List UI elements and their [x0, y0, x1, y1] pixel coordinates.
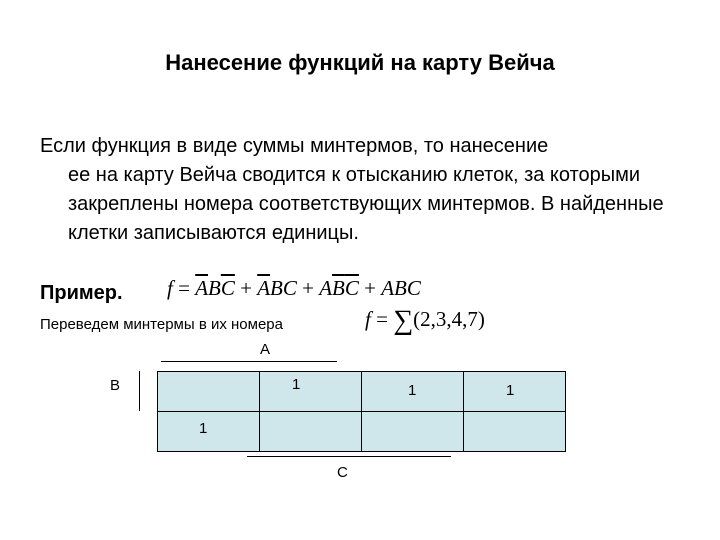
map-cell [464, 372, 566, 412]
formula-lhs: f [167, 276, 173, 300]
term3-not-c: $\overline{C}$ [344, 276, 359, 300]
term3-not-b: $\overline{B}$ [332, 276, 345, 300]
term2-bc: BC [270, 276, 297, 300]
description-paragraph [40, 132, 680, 248]
variable-a-bracket [161, 361, 337, 362]
term1-b: B [208, 276, 221, 300]
map-row [158, 412, 566, 452]
map-cell [464, 412, 566, 452]
cell-value: 1 [292, 376, 301, 393]
slide-title: Нанесение функций на карту Вейча [165, 50, 555, 75]
formula-plus: + [234, 276, 258, 300]
variable-b-label: B [110, 377, 121, 394]
sigma-symbol: ∑ [393, 305, 414, 336]
translate-caption: Переведем минтермы в их номера [40, 316, 283, 333]
term1-not-a: $\overline{A}$ [195, 276, 209, 300]
cell-value: 1 [199, 420, 208, 437]
formula-plus: + [358, 276, 382, 300]
cell-value: 1 [408, 382, 417, 399]
formula2-lhs: f [365, 307, 371, 331]
minterm-numbers-formula [365, 305, 485, 337]
map-cell [158, 412, 260, 452]
variable-c-label: C [337, 464, 348, 481]
map-cell [260, 372, 362, 412]
formula2-args: (2,3,4,7) [413, 307, 485, 331]
map-row [158, 372, 566, 412]
map-cell [260, 412, 362, 452]
term1-not-c: $\overline{C}$ [220, 276, 235, 300]
map-cell [362, 372, 464, 412]
term2-not-a: $\overline{A}$ [257, 276, 271, 300]
formula-equals: = [172, 276, 196, 300]
map-cell [158, 372, 260, 412]
variable-b-bracket [139, 371, 140, 411]
paragraph-first-line: Если функция в виде суммы минтермов, то нанесение [40, 135, 549, 157]
variable-a-label: A [260, 341, 271, 358]
formula2-equals: = [370, 307, 394, 331]
term3-a: A [319, 276, 333, 300]
variable-c-bracket [247, 456, 451, 457]
veitch-map [157, 371, 566, 452]
formula-plus: + [296, 276, 320, 300]
map-cell [362, 412, 464, 452]
example-label: Пример. [40, 282, 123, 304]
cell-value: 1 [506, 382, 515, 399]
paragraph-rest: ее на карту Вейча сводится к отысканию клеток, за которыми закреплены номера соответствующих минтермов. В найденные клетки записываются единицы. [68, 164, 664, 244]
term4-abc: ABC [381, 276, 421, 300]
function-formula [167, 276, 421, 301]
